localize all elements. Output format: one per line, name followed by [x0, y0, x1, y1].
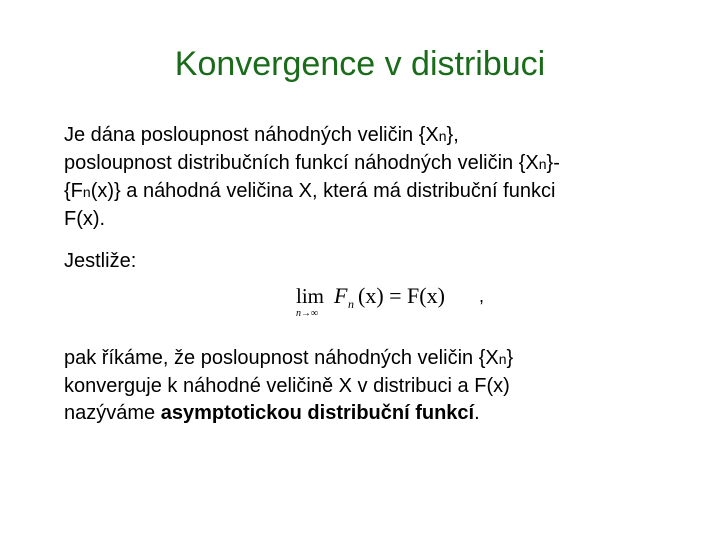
- para3-line1-text: pak říkáme, že posloupnost náhodných veličin {X: [64, 347, 499, 369]
- formula-lhs-subscript: n: [348, 297, 354, 311]
- formula-rhs: (x) = F(x): [358, 283, 445, 308]
- subscript-n: n: [438, 128, 447, 144]
- key-term: asymptotickou distribuční funkcí: [160, 402, 475, 424]
- formula-comma: ,: [479, 286, 485, 306]
- subscript-n: n: [538, 156, 547, 172]
- formula-lhs-function: F: [334, 283, 348, 308]
- limit-formula: [296, 280, 496, 326]
- subscript-n: n: [82, 184, 91, 200]
- condition-label: Jestliže:: [64, 250, 137, 272]
- para1-line4-text: F(x).: [64, 208, 106, 230]
- para1-line2-text: posloupnost distribučních funkcí náhodných veličin {X: [64, 152, 539, 174]
- para1-line3-start: {F: [64, 180, 83, 202]
- formula-lim: lim: [296, 284, 325, 308]
- subscript-n: n: [498, 351, 507, 367]
- para3-line2-text: konverguje k náhodné veličině X v distribuci a F(x): [64, 375, 510, 397]
- slide-title: Konvergence v distribuci: [174, 45, 546, 83]
- para1-line1-end: },: [446, 124, 459, 146]
- para3-line3-start: nazýváme: [64, 402, 161, 424]
- formula-lim-subscript: n→∞: [296, 308, 319, 319]
- conclusion-paragraph: [64, 345, 684, 427]
- para3-line1-end: }: [506, 347, 514, 369]
- definition-paragraph: [64, 122, 684, 233]
- para1-line3-text: (x)} a náhodná veličina X, která má distribuční funkci: [90, 180, 556, 202]
- para1-line1-text: Je dána posloupnost náhodných veličin {X: [64, 124, 439, 146]
- para1-line2-end: }-: [546, 152, 560, 174]
- para3-line3-end: .: [474, 402, 480, 424]
